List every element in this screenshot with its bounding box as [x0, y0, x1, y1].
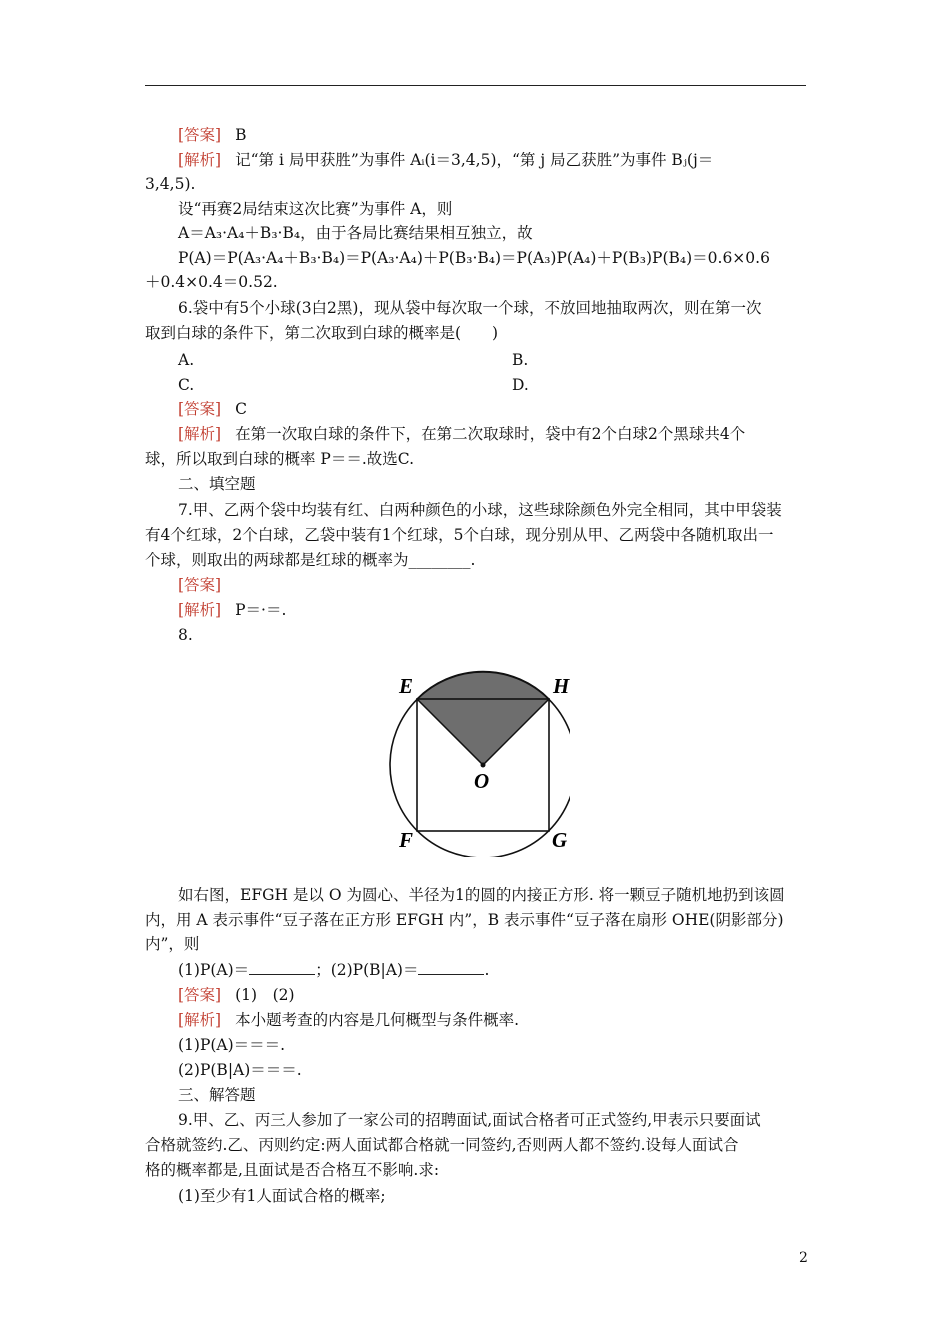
q6-option-a: A. [178, 351, 195, 369]
q6-answer-line [178, 399, 247, 419]
center-point [481, 763, 486, 768]
q5-analysis-line1 [178, 150, 713, 170]
q7-stem-line3: 个球，则取出的两球都是红球的概率为________. [145, 551, 476, 569]
q8-answer-line [178, 985, 295, 1005]
q8-analysis-text: 本小题考查的内容是几何概型与条件概率. [235, 1011, 520, 1029]
q7-analysis-line [178, 600, 286, 620]
blank [249, 962, 315, 975]
q9-sub1: (1)至少有1人面试合格的概率; [178, 1187, 386, 1205]
answer-tag: [答案] [178, 986, 222, 1004]
q8-answer: (1) (2) [235, 986, 295, 1004]
analysis-tag: [解析] [178, 151, 222, 169]
label-h: H [553, 674, 570, 698]
q6-analysis-line2: 球，所以取到白球的概率 P＝＝.故选C. [145, 450, 415, 468]
q7-stem-line2: 有4个红球，2个白球，乙袋中装有1个红球，5个白球，现分别从甲、乙两袋中各随机取出一 [145, 526, 774, 544]
q6-analysis-text: 在第一次取白球的条件下，在第二次取球时，袋中有2个白球2个黑球共4个 [235, 425, 746, 443]
q5-analysis-text: 记“第 i 局甲获胜”为事件 Aᵢ(i＝3,4,5)，“第 j 局乙获胜”为事件 Bⱼ(j＝ [235, 151, 714, 169]
q8-subquestions [178, 960, 489, 980]
q5-analysis-line5: P(A)＝P(A₃·A₄＋B₃·B₄)＝P(A₃·A₄)＋P(B₃·B₄)＝P(A₃)P(A₄)＋P(B₃)P(B₄)＝0.6×0.6 [178, 249, 770, 267]
q8-analysis-line [178, 1010, 519, 1030]
q8-sub-end: . [484, 961, 490, 979]
label-f: F [399, 828, 414, 852]
answer-tag: [答案] [178, 576, 222, 594]
q8-desc-line3: 内”，则 [145, 935, 200, 953]
q6-stem-line1: 6.袋中有5个小球(3白2黑)，现从袋中每次取一个球，不放回地抽取两次，则在第一次 [178, 299, 762, 317]
answer-tag: [答案] [178, 400, 222, 418]
section-solve-heading: 三、解答题 [178, 1086, 256, 1104]
analysis-tag: [解析] [178, 1011, 222, 1029]
q7-stem-line1: 7.甲、乙两个袋中均装有红、白两种颜色的小球，这些球除颜色外完全相同，其中甲袋装 [178, 501, 782, 519]
label-g: G [552, 828, 568, 852]
q9-stem-line3: 格的概率都是,且面试是否合格互不影响.求: [145, 1161, 440, 1179]
analysis-tag: [解析] [178, 425, 222, 443]
q8-sub1: (1)P(A)＝ [178, 961, 250, 979]
analysis-tag: [解析] [178, 601, 222, 619]
q7-answer-line [178, 575, 221, 595]
q8-analysis-1: (1)P(A)＝＝＝. [178, 1036, 286, 1054]
q6-stem-line2: 取到白球的条件下，第二次取到白球的概率是( ) [145, 324, 499, 342]
q6-option-c: C. [178, 376, 195, 394]
page-number: 2 [799, 1250, 808, 1266]
q6-option-d: D. [512, 376, 529, 394]
q8-sub-sep: ；(2)P(B|A)＝ [315, 961, 419, 979]
q5-analysis-line4: A＝A₃·A₄＋B₃·B₄，由于各局比赛结果相互独立，故 [178, 224, 533, 242]
q5-analysis-line2: 3,4,5). [145, 175, 196, 193]
section-fill-in-heading: 二、填空题 [178, 475, 256, 493]
q5-answer: B [235, 126, 247, 144]
shaded-sector [417, 672, 549, 765]
q6-option-b: B. [512, 351, 529, 369]
q5-answer-line [178, 125, 247, 145]
q6-answer: C [235, 400, 247, 418]
q7-analysis-text: P＝·＝. [235, 601, 287, 619]
answer-tag: [答案] [178, 126, 222, 144]
q5-analysis-line6: ＋0.4×0.4＝0.52. [145, 273, 278, 291]
q8-analysis-2: (2)P(B|A)＝＝＝. [178, 1061, 302, 1079]
label-e: E [399, 674, 414, 698]
label-o: O [474, 769, 490, 793]
q8-desc-line1: 如右图，EFGH 是以 O 为圆心、半径为1的圆的内接正方形. 将一颗豆子随机地扔到该圆 [178, 886, 785, 904]
q9-stem-line1: 9.甲、乙、丙三人参加了一家公司的招聘面试,面试合格者可正式签约,甲表示只要面试 [178, 1111, 761, 1129]
header-rule [145, 85, 806, 86]
q6-analysis-line1 [178, 424, 745, 444]
q8-desc-line2: 内，用 A 表示事件“豆子落在正方形 EFGH 内”，B 表示事件“豆子落在扇形 OHE(阴影部分) [145, 911, 784, 929]
q8-number: 8. [178, 626, 193, 644]
q9-stem-line2: 合格就签约.乙、丙则约定:两人面试都合格就一同签约,否则两人都不签约.设每人面试合 [145, 1136, 739, 1154]
q5-analysis-line3: 设“再赛2局结束这次比赛”为事件 A，则 [178, 200, 453, 218]
circle-square-figure [385, 665, 570, 857]
blank [418, 962, 484, 975]
